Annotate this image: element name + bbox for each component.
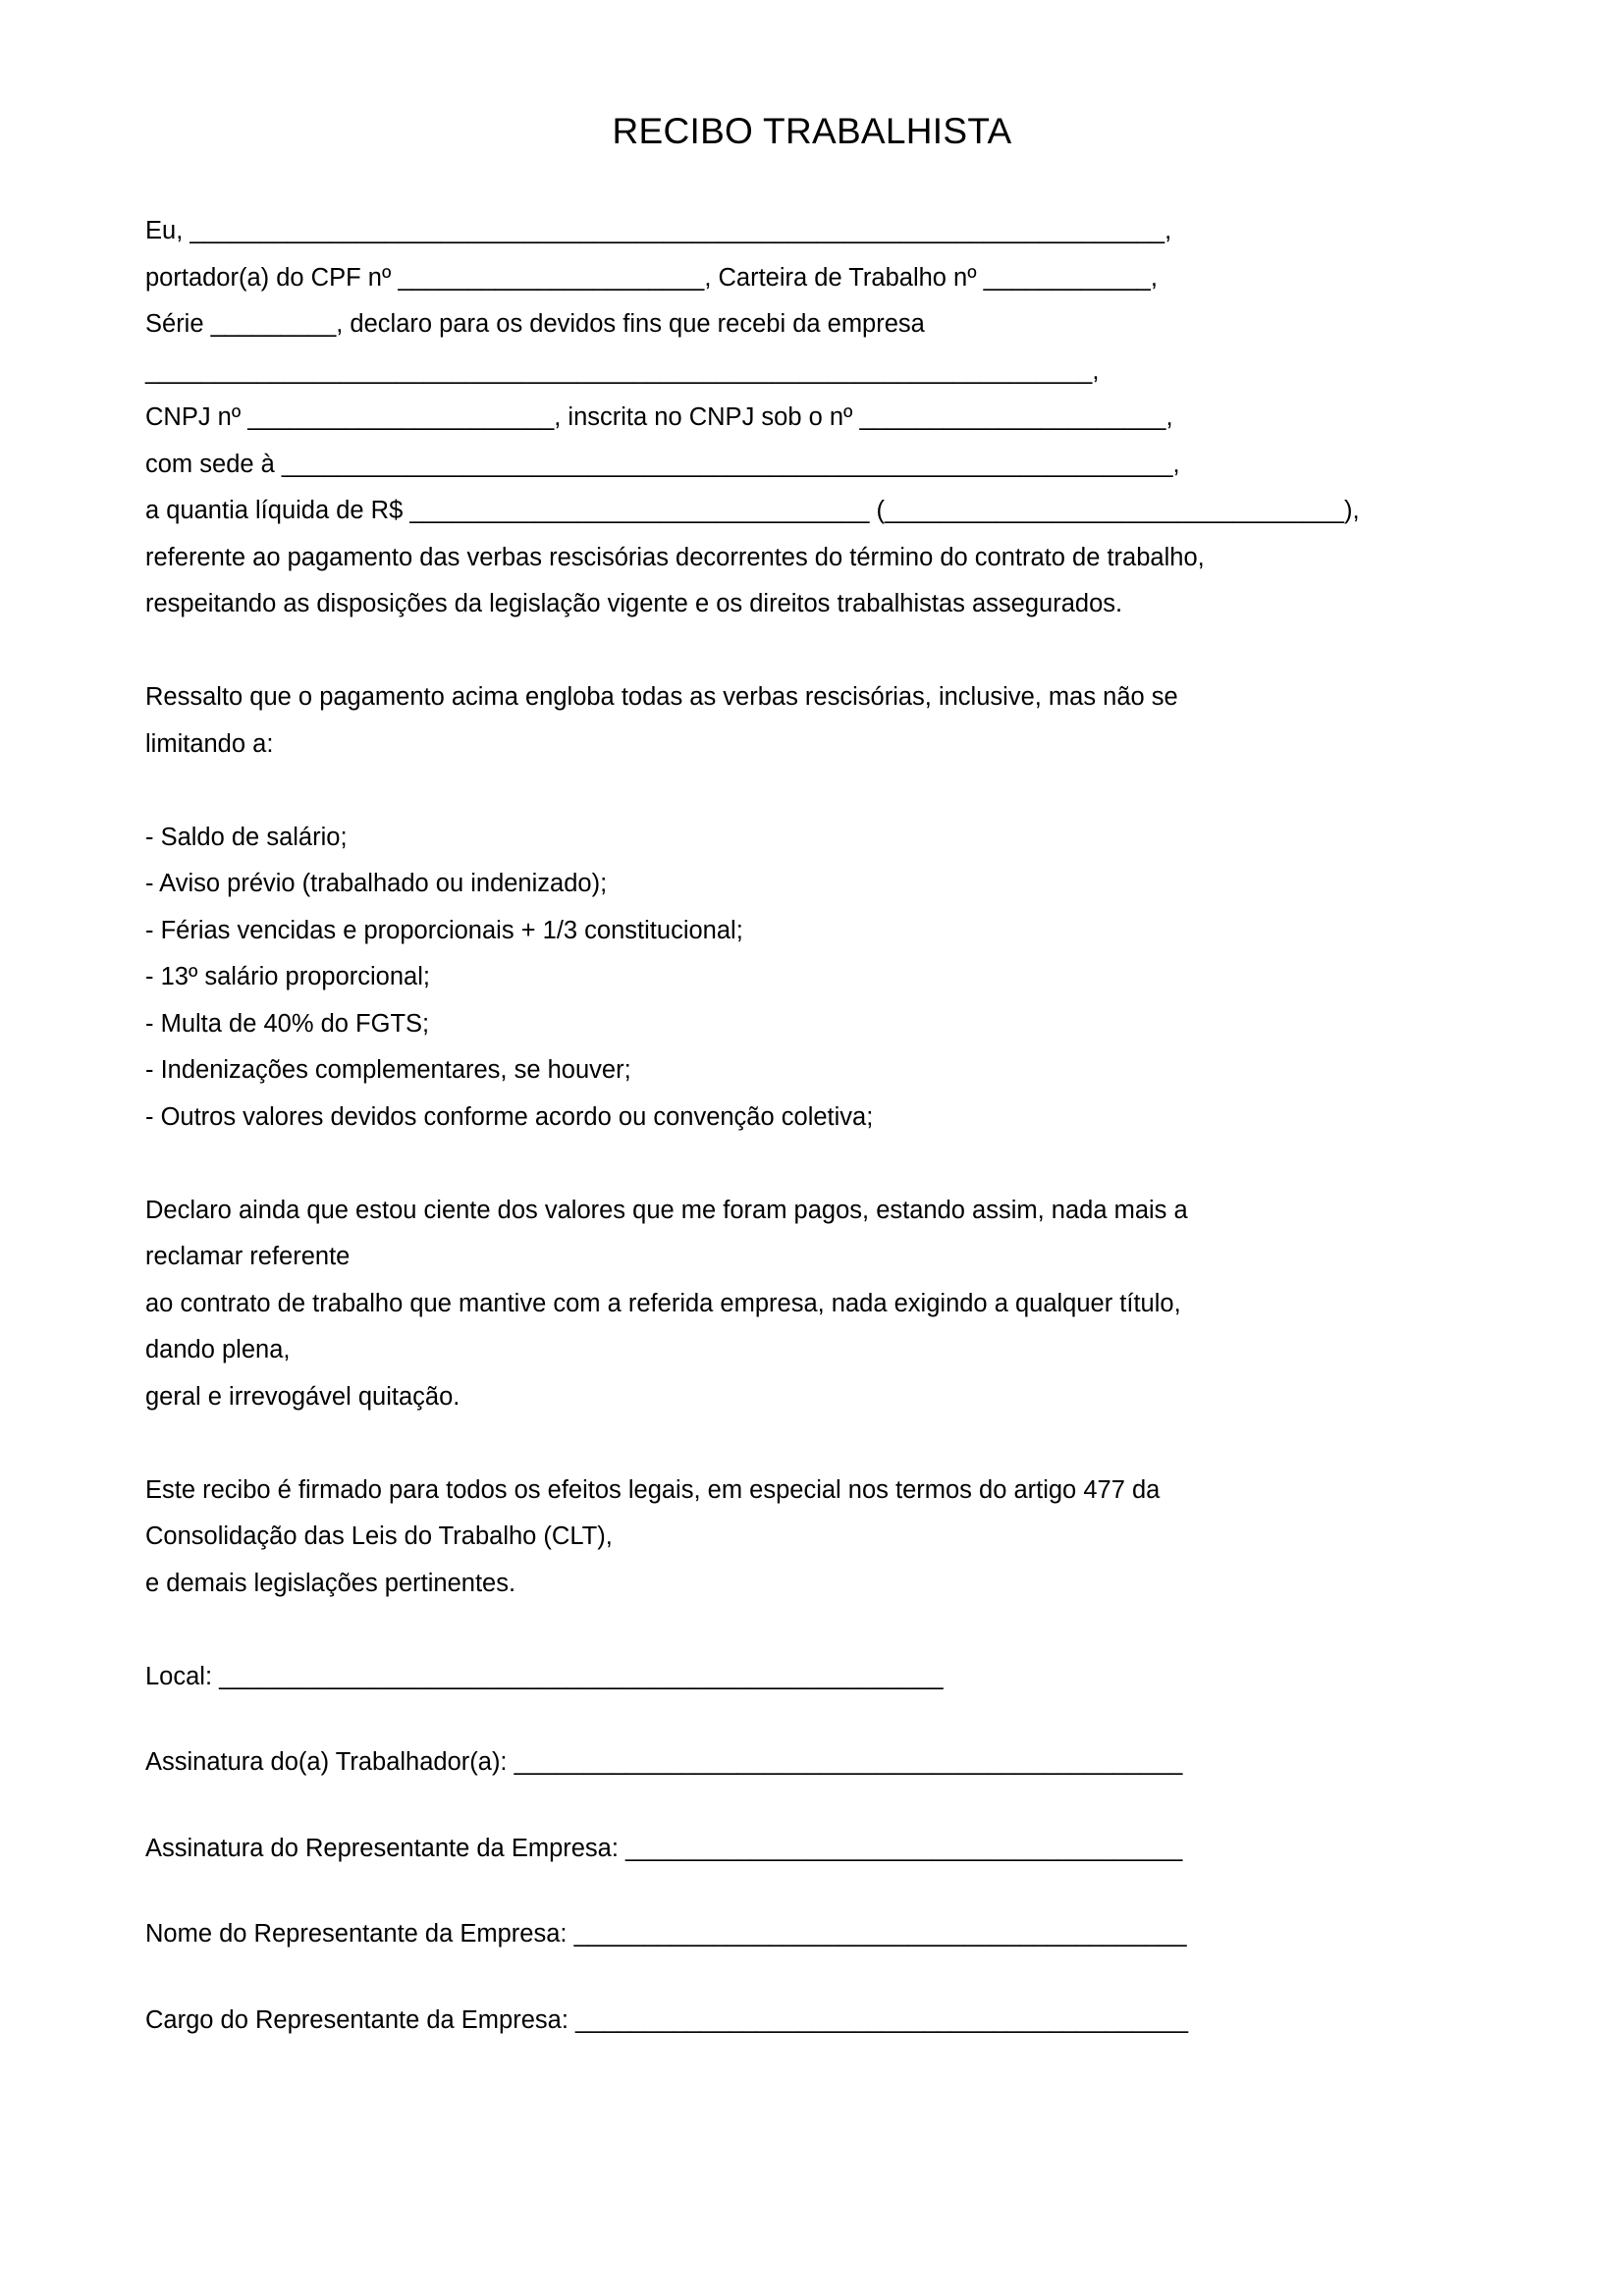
list-item: - Outros valores devidos conforme acordo ou convenção coletiva;	[145, 1102, 874, 1131]
ressalto-line-2: limitando a:	[145, 729, 274, 758]
declaro-line-4: dando plena,	[145, 1336, 291, 1364]
list-item: - Aviso prévio (trabalhado ou indenizado);	[145, 870, 608, 898]
ressalto-block	[145, 674, 1479, 768]
intro-line-serie: Série _________, declaro para os devidos fins que recebi da empresa	[145, 310, 925, 339]
spacer-local	[145, 1700, 1479, 1739]
declaro-line-1: Declaro ainda que estou ciente dos valores que me foram pagos, estando assim, nada mais a	[145, 1196, 1188, 1224]
spacer-after-list	[145, 1141, 1479, 1188]
spacer-after-ressalto	[145, 768, 1479, 815]
intro-line-quantia: a quantia líquida de R$ _________________________________ (_________________________________),	[145, 497, 1360, 525]
field-cargo-representante[interactable]: Cargo do Representante da Empresa: ____________________________________________	[145, 2005, 1189, 2034]
list-item: - 13º salário proporcional;	[145, 963, 430, 991]
signature-block	[145, 1654, 1479, 2045]
firmado-block	[145, 1468, 1479, 1608]
list-item: - Saldo de salário;	[145, 823, 348, 851]
spacer-assinatura-representante	[145, 1872, 1479, 1911]
firmado-line-1: Este recibo é firmado para todos os efeitos legais, em especial nos termos do artigo 477 da	[145, 1475, 1161, 1504]
spacer-after-intro	[145, 628, 1479, 675]
firmado-line-3: e demais legislações pertinentes.	[145, 1569, 516, 1597]
intro-line-referente: referente ao pagamento das verbas rescisórias decorrentes do término do contrato de trabalho,	[145, 543, 1205, 571]
list-item: - Férias vencidas e proporcionais + 1/3 constitucional;	[145, 916, 743, 944]
spacer-after-firmado	[145, 1607, 1479, 1654]
list-item: - Indenizações complementares, se houver;	[145, 1056, 631, 1085]
declaro-line-5: geral e irrevogável quitação.	[145, 1382, 460, 1411]
field-assinatura-trabalhador[interactable]: Assinatura do(a) Trabalhador(a): ________________________________________________	[145, 1748, 1183, 1777]
spacer-after-declaro	[145, 1420, 1479, 1468]
ressalto-line-1: Ressalto que o pagamento acima engloba todas as verbas rescisórias, inclusive, mas não se	[145, 683, 1178, 712]
intro-block	[145, 208, 1479, 628]
field-assinatura-representante[interactable]: Assinatura do Representante da Empresa: ________________________________________	[145, 1834, 1183, 1862]
firmado-line-2: Consolidação das Leis do Trabalho (CLT),	[145, 1522, 613, 1551]
intro-line-cnpj: CNPJ nº ______________________, inscrita no CNPJ sob o nº ______________________,	[145, 403, 1173, 432]
spacer-assinatura-trabalhador	[145, 1787, 1479, 1826]
document-body	[0, 153, 1624, 2044]
intro-line-sede: com sede à ________________________________________________________________,	[145, 450, 1180, 478]
field-local[interactable]: Local: ____________________________________________________	[145, 1662, 944, 1690]
declaro-line-2: reclamar referente	[145, 1243, 351, 1271]
list-item: - Multa de 40% do FGTS;	[145, 1009, 430, 1038]
intro-line-eu: Eu, ______________________________________________________________________,	[145, 217, 1172, 245]
intro-line-respeitando: respeitando as disposições da legislação vigente e os direitos trabalhistas assegurados.	[145, 590, 1123, 618]
intro-line-cpf-ctps: portador(a) do CPF nº ______________________, Carteira de Trabalho nº ____________,	[145, 263, 1158, 292]
declaro-line-3: ao contrato de trabalho que mantive com a referida empresa, nada exigindo a qualquer título,	[145, 1289, 1181, 1317]
verbas-list	[145, 815, 1479, 1142]
field-nome-representante[interactable]: Nome do Representante da Empresa: ____________________________________________	[145, 1920, 1187, 1949]
page-title: RECIBO TRABALHISTA	[612, 111, 1012, 151]
spacer-nome-representante	[145, 1958, 1479, 1998]
declaro-block	[145, 1188, 1479, 1421]
intro-line-empresa-blank: ____________________________________________________________________,	[145, 356, 1100, 385]
